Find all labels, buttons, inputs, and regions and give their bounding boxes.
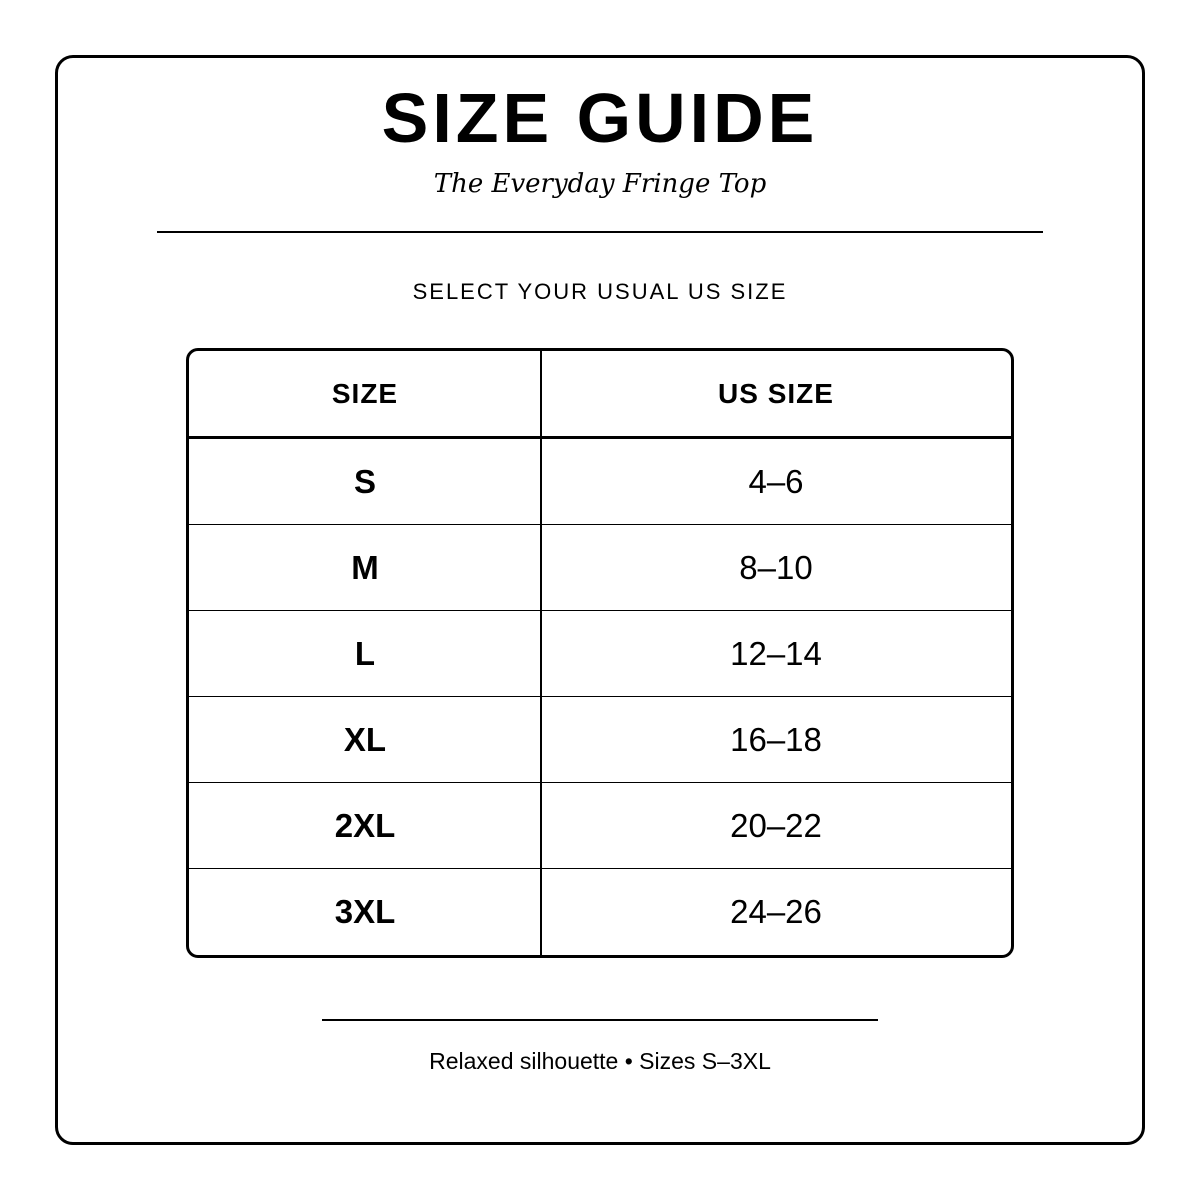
size-cell: S — [353, 462, 376, 500]
instruction-text: SELECT YOUR USUAL US SIZE — [412, 279, 788, 304]
us-size-cell: 16–18 — [730, 720, 822, 758]
size-cell: L — [354, 634, 376, 672]
us-size-cell: 12–14 — [730, 634, 822, 672]
us-size-cell: 24–26 — [730, 893, 822, 930]
table-row — [189, 439, 1011, 525]
table-row — [189, 525, 1011, 611]
table-row — [189, 869, 1011, 955]
table-header-row — [189, 351, 1011, 439]
column-header-size: SIZE — [331, 377, 399, 409]
table-row — [189, 783, 1011, 869]
us-size-cell: 20–22 — [730, 806, 822, 844]
column-header-us-size: US SIZE — [718, 377, 834, 409]
size-cell: 3XL — [334, 893, 396, 930]
us-size-cell: 4–6 — [748, 462, 804, 500]
page-title: SIZE GUIDE — [381, 79, 819, 157]
product-name: The Everyday Fringe Top — [433, 169, 767, 199]
footer-divider — [322, 1019, 878, 1021]
footer-note: Relaxed silhouette • Sizes S–3XL — [429, 1048, 771, 1074]
size-cell: XL — [343, 720, 387, 758]
size-cell: 2XL — [334, 806, 396, 844]
size-table — [186, 348, 1014, 958]
title-divider — [157, 231, 1043, 233]
us-size-cell: 8–10 — [739, 548, 813, 586]
table-row — [189, 697, 1011, 783]
size-cell: M — [351, 548, 379, 586]
table-row — [189, 611, 1011, 697]
